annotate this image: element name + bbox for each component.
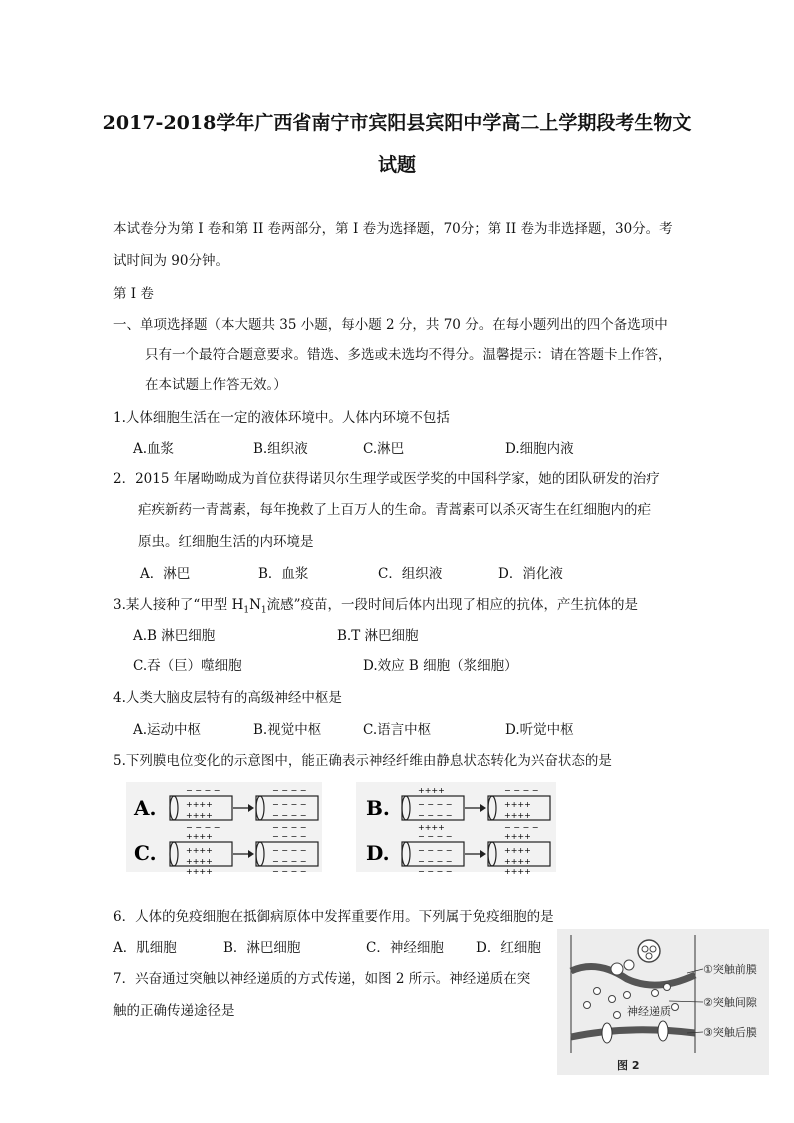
vesicle	[624, 960, 634, 970]
q3-option-a: A.B 淋巴细胞	[133, 628, 216, 644]
svg-text:− − − −: − − − −	[418, 846, 453, 855]
label-cleft: ②突触间隙	[703, 996, 757, 1009]
q6-option-b: B．淋巴细胞	[223, 940, 301, 956]
part1-instructions-line2: 只有一个最符合题意要求。错选、多选或未选均不得分。温馨提示：请在答题卡上作答，	[145, 347, 672, 363]
svg-text:− − − −: − − − −	[272, 832, 307, 841]
q2-option-d: D．消化液	[498, 566, 563, 582]
q2-option-a: A．淋巴	[140, 566, 191, 582]
q3-option-c: C.吞（巨）噬细胞	[133, 658, 242, 674]
svg-text:− − − −: − − − −	[272, 846, 307, 855]
transmitter-particle	[584, 1002, 591, 1009]
page-title: 2017-2018学年广西省南宁市宾阳县宾阳中学高二上学期段考生物文	[102, 112, 692, 134]
page-title-line2: 试题	[377, 154, 416, 176]
intro-line2: 试时间为 90分钟。	[113, 253, 229, 269]
q6-option-d: D．红细胞	[476, 940, 541, 956]
option-b-label: B.	[366, 796, 390, 820]
q3-sub2: 1	[260, 605, 267, 616]
svg-text:++++: ++++	[186, 846, 213, 855]
q3-option-b: B.T 淋巴细胞	[337, 628, 419, 644]
transmitter-particle	[609, 996, 616, 1003]
svg-text:− − − −: − − − −	[504, 823, 539, 832]
transmitter-particle	[652, 990, 659, 997]
q1-option-c: C.淋巴	[363, 441, 405, 457]
svg-text:++++: ++++	[504, 800, 531, 809]
svg-text:− − − −: − − − −	[418, 867, 453, 874]
q3-option-d: D.效应 B 细胞（浆细胞）	[363, 658, 518, 674]
option-d-label: D.	[366, 841, 390, 865]
synapse-figure	[557, 929, 769, 1075]
label-postsynaptic: ③突触后膜	[703, 1026, 757, 1039]
svg-text:++++: ++++	[186, 832, 213, 841]
svg-text:++++: ++++	[186, 857, 213, 866]
membrane-potential-figure	[126, 782, 566, 874]
q2-option-c: C．组织液	[378, 566, 443, 582]
transmitter-particle	[594, 988, 601, 995]
svg-text:++++: ++++	[504, 846, 531, 855]
svg-text:− − − −: − − − −	[272, 786, 307, 795]
vesicle	[611, 963, 623, 975]
svg-text:++++: ++++	[186, 811, 213, 820]
svg-text:++++: ++++	[504, 867, 531, 874]
svg-text:− − − −: − − − −	[418, 832, 453, 841]
q4-option-c: C.语言中枢	[363, 722, 432, 738]
q2-option-b: B．血浆	[258, 566, 309, 582]
svg-text:− − − −: − − − −	[418, 811, 453, 820]
option-a-label: A.	[134, 796, 157, 820]
svg-text:− − − −: − − − −	[504, 786, 539, 795]
q7-stem-line1: 7．兴奋通过突触以神经递质的方式传递，如图 2 所示。神经递质在突	[113, 971, 531, 987]
transmitter-particle	[672, 1004, 679, 1011]
q2-stem-line1: 2．2015 年屠呦呦成为首位获得诺贝尔生理学或医学奖的中国科学家，她的团队研发的治疗	[113, 471, 660, 487]
svg-text:++++: ++++	[186, 800, 213, 809]
q2-stem-line2: 疟疾新药一青蒿素，每年挽救了上百万人的生命。青蒿素可以杀灭寄生在红细胞内的疟	[138, 502, 651, 518]
q3-stem	[113, 593, 638, 616]
part1-instructions-line1: 一、单项选择题（本大题共 35 小题，每小题 2 分，共 70 分。在每小题列出的四个备选项中	[113, 317, 668, 333]
section-heading: 第 I 卷	[113, 286, 154, 302]
q1-stem: 1.人体细胞生活在一定的液体环境中。人体内环境不包括	[113, 410, 450, 426]
option-c-label: C.	[134, 841, 157, 865]
q1-option-b: B.组织液	[253, 441, 308, 457]
svg-text:− − − −: − − − −	[272, 823, 307, 832]
svg-text:− − − −: − − − −	[272, 800, 307, 809]
q2-stem-line3: 原虫。红细胞生活的内环境是	[138, 534, 314, 550]
svg-text:− − − −: − − − −	[186, 786, 221, 795]
svg-text:++++: ++++	[504, 857, 531, 866]
receptor	[602, 1023, 612, 1043]
label-presynaptic: ①突触前膜	[703, 963, 757, 976]
q4-option-b: B.视觉中枢	[253, 722, 322, 738]
q3-stem-mid: N	[249, 597, 261, 613]
q1-option-a: A.血浆	[133, 441, 175, 457]
svg-text:− − − −: − − − −	[272, 867, 307, 874]
svg-text:++++: ++++	[504, 811, 531, 820]
q4-option-a: A.运动中枢	[133, 722, 202, 738]
q4-stem: 4.人类大脑皮层特有的高级神经中枢是	[113, 690, 342, 706]
figure-caption: 图 2	[617, 1059, 640, 1072]
transmitter-particle	[664, 984, 671, 991]
q7-stem-line2: 触的正确传递途径是	[113, 1003, 235, 1019]
svg-text:++++: ++++	[504, 832, 531, 841]
svg-text:− − − −: − − − −	[272, 857, 307, 866]
q5-stem: 5.下列膜电位变化的示意图中，能正确表示神经纤维由静息状态转化为兴奋状态的是	[113, 753, 612, 769]
q6-option-a: A．肌细胞	[113, 940, 177, 956]
svg-text:++++: ++++	[418, 786, 445, 795]
intro-line1: 本试卷分为第 I 卷和第 II 卷两部分，第 I 卷为选择题，70分；第 II 卷为非选择题，30分。考	[113, 221, 673, 237]
svg-text:− − − −: − − − −	[418, 857, 453, 866]
part1-instructions-line3: 在本试题上作答无效。）	[145, 377, 287, 393]
q1-option-d: D.细胞内液	[505, 441, 574, 457]
q3-stem-post: 流感”疫苗，一段时间后体内出现了相应的抗体，产生抗体的是	[266, 597, 639, 613]
q3-sub1: 1	[243, 605, 250, 616]
receptor	[658, 1021, 668, 1041]
svg-text:− − − −: − − − −	[418, 800, 453, 809]
svg-text:− − − −: − − − −	[272, 811, 307, 820]
svg-text:++++: ++++	[186, 867, 213, 874]
svg-text:++++: ++++	[418, 823, 445, 832]
transmitter-particle	[614, 1012, 621, 1019]
q6-option-c: C．神经细胞	[366, 940, 444, 956]
svg-text:− − − −: − − − −	[186, 823, 221, 832]
q4-option-d: D.听觉中枢	[505, 722, 574, 738]
transmitter-label: 神经递质	[627, 1005, 671, 1018]
q3-stem-pre: 3.某人接种了“甲型 H	[113, 597, 244, 613]
q6-stem: 6．人体的免疫细胞在抵御病原体中发挥重要作用。下列属于免疫细胞的是	[113, 909, 554, 925]
transmitter-particle	[624, 992, 631, 999]
